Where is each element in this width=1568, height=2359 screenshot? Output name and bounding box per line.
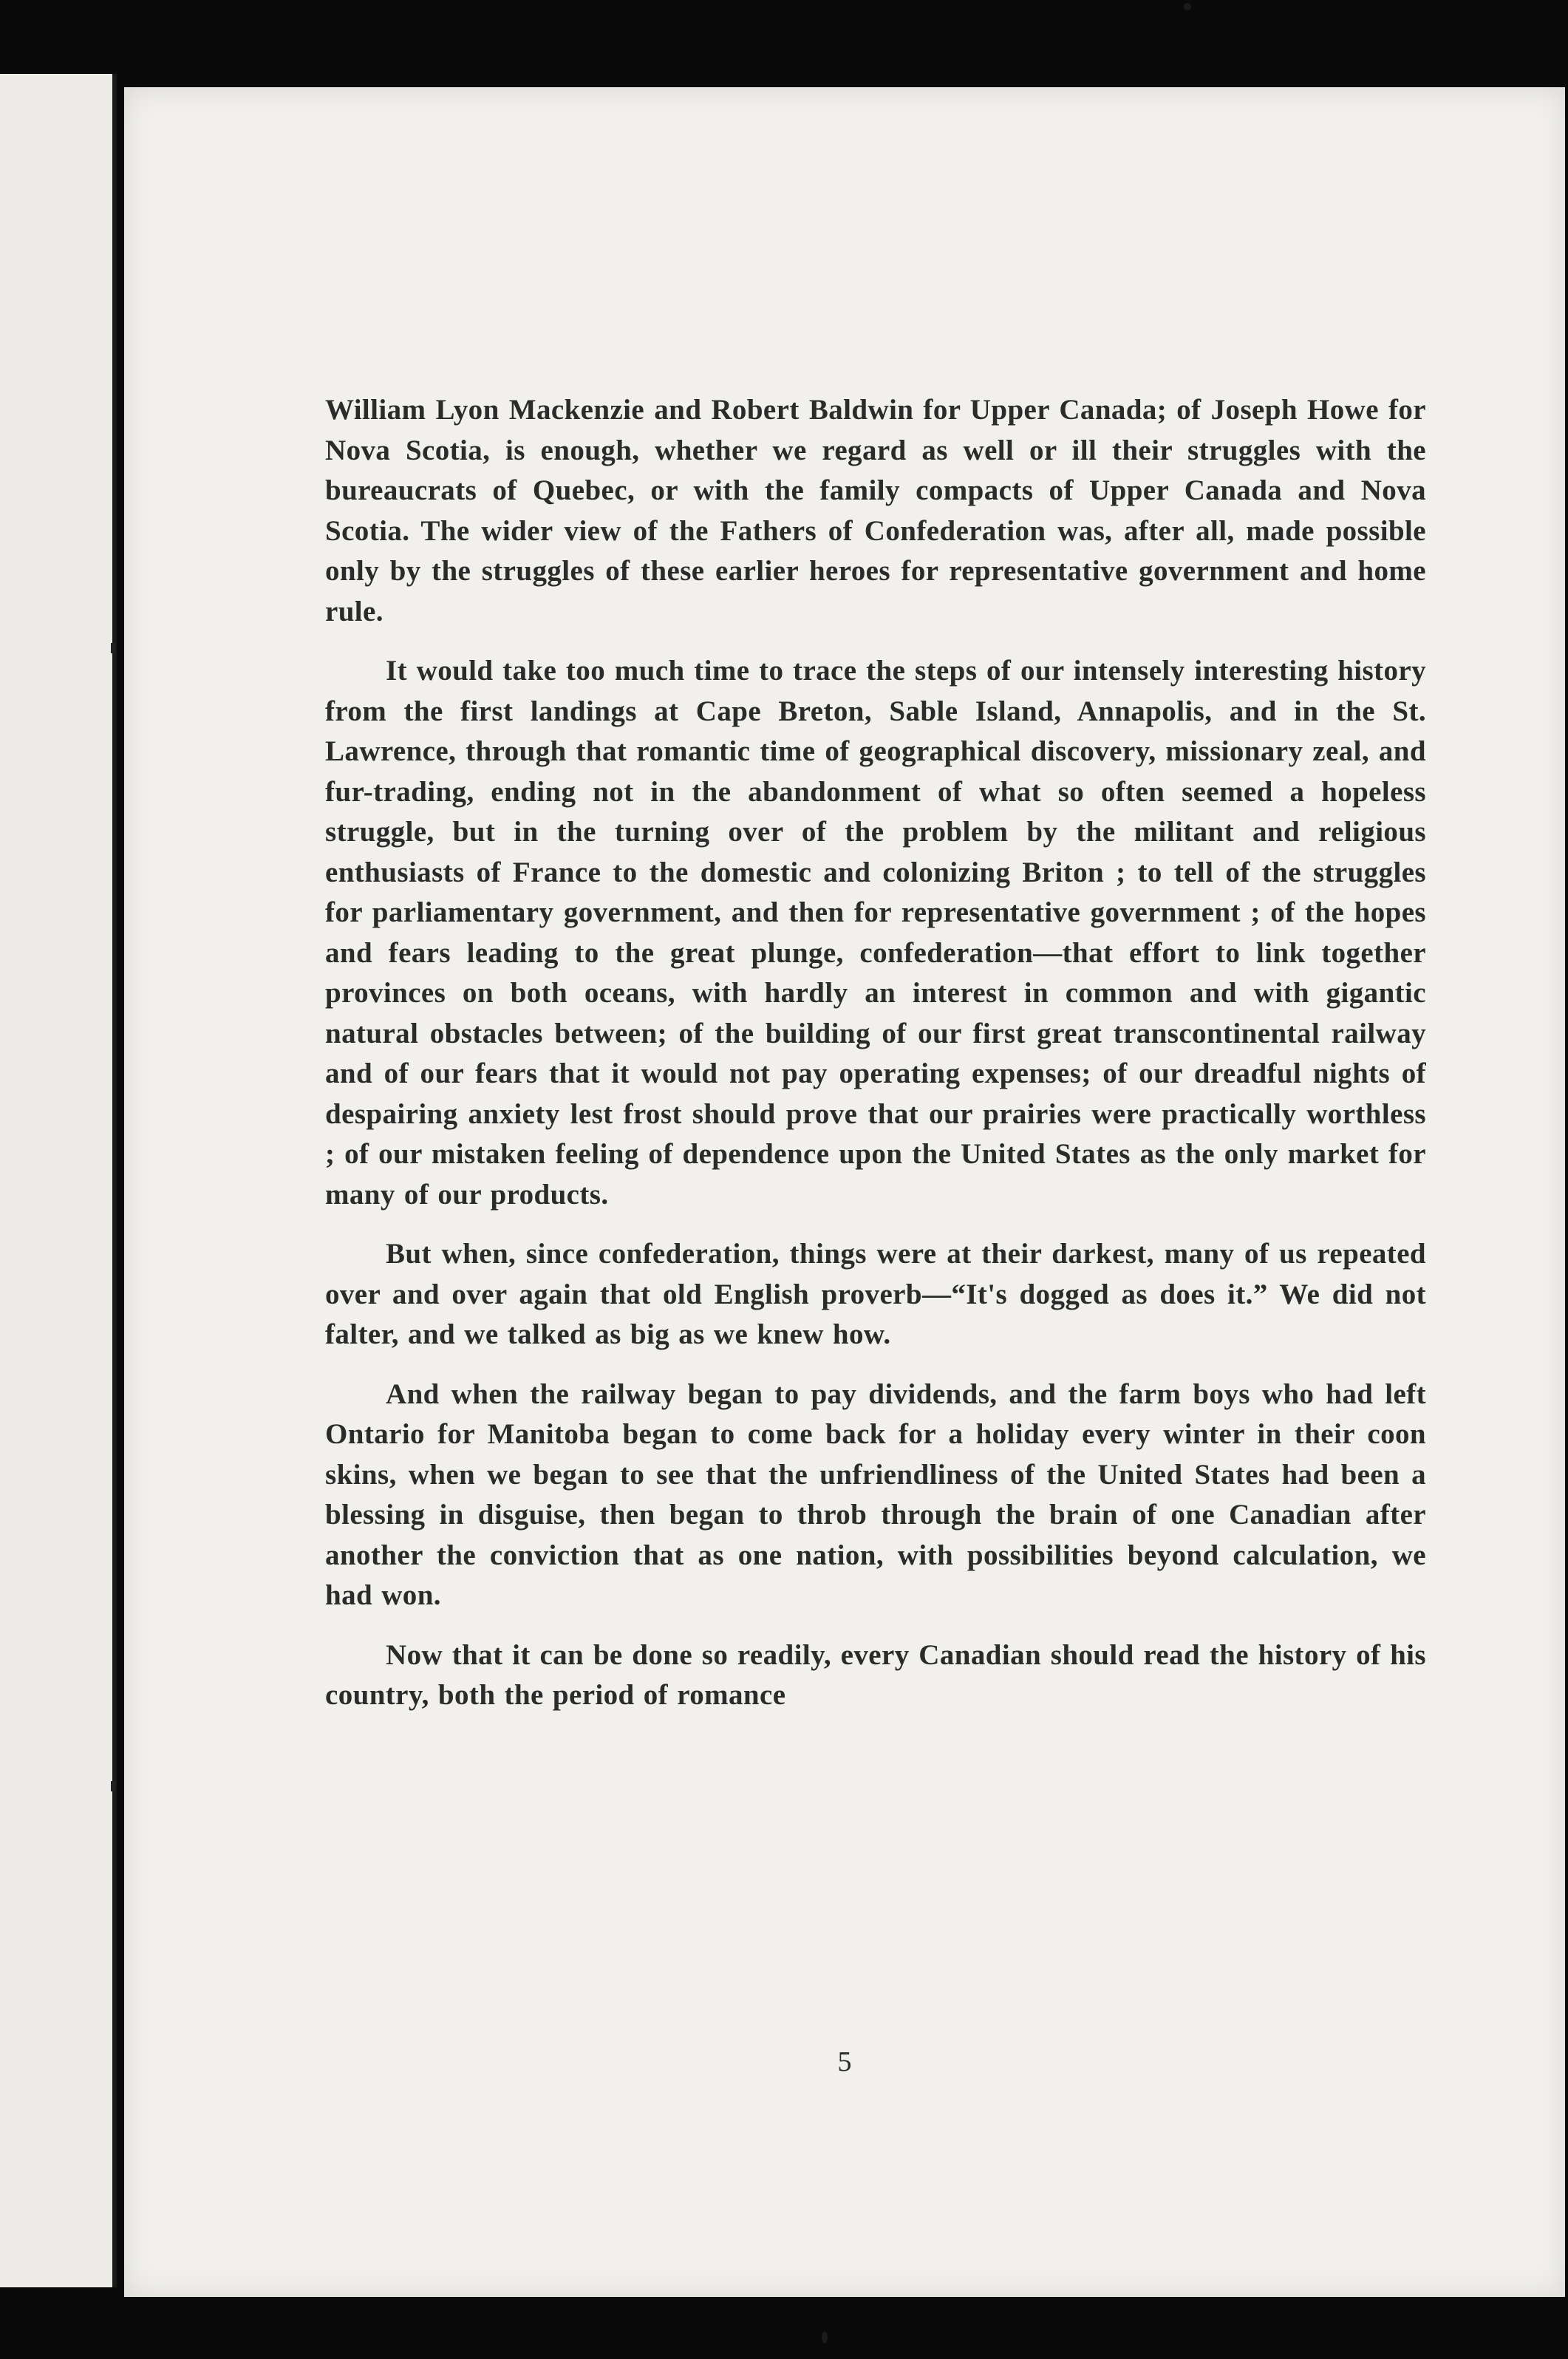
- page-mark: [111, 1781, 115, 1791]
- paragraph: But when, since confederation, things were at their darkest, many of us repeated over and over again that old English proverb—“It's dogged as does it.” We did not falter, and we talked as big as we knew how.: [325, 1238, 1426, 1350]
- page-mark: [111, 643, 115, 653]
- facing-page-edge: [0, 74, 117, 2287]
- page-gutter: [112, 74, 117, 2287]
- paragraph: Now that it can be done so readily, every Canadian should read the history of his country, both the period of romance: [325, 1638, 1426, 1711]
- document-page: [124, 87, 1565, 2297]
- paragraph: And when the railway began to pay dividends, and the farm boys who had left Ontario for Manitoba began to come back for a holiday every winter in their coon skins, when we began to see that the unfriendliness of the United States had been a blessing in disguise, then began to throb through the brain of one Canadian after another the conviction that as one nation, with possibilities beyond calculation, we had won.: [325, 1378, 1426, 1611]
- paragraph: It would take too much time to trace the steps of our intensely interesting history from the first landings at Cape Breton, Sable Island, Annapolis, and in the St. Lawrence, through that romantic time of geographical discovery, missionary zeal, and fur-trading, ending not in the abandonment of what so often seemed a hopeless struggle, but in the turning over of the problem by the militant and religious enthusiasts of France to the domestic and colonizing Briton ; to tell of the struggles for parliamentary government, and then for representative government ; of the hopes and fears leading to the great plunge, confederation—that effort to link together provinces on both oceans, with hardly an interest in common and with gigantic natural obstacles between; of the building of our first great transcontinental railway and of our fears that it would not pay operating expenses; of our dreadful nights of despairing anxiety lest frost should prove that our prairies were practically worthless ; of our mistaken feeling of dependence upon the United States as the only market for many of our products.: [325, 655, 1426, 1211]
- scan-speck: [1184, 3, 1191, 10]
- scan-speck: [822, 2332, 828, 2343]
- paragraph: William Lyon Mackenzie and Robert Baldwin for Upper Canada; of Joseph Howe for Nova Scotia, is enough, whether we regard as well or ill their struggles with the bureaucrats of Quebec, or with the family compacts of Upper Canada and Nova Scotia. The wider view of the Fathers of Confederation was, after all, made possible only by the struggles of these earlier heroes for representative government and home rule.: [325, 394, 1426, 627]
- page-number: 5: [837, 2046, 852, 2077]
- body-text: [325, 390, 1426, 1735]
